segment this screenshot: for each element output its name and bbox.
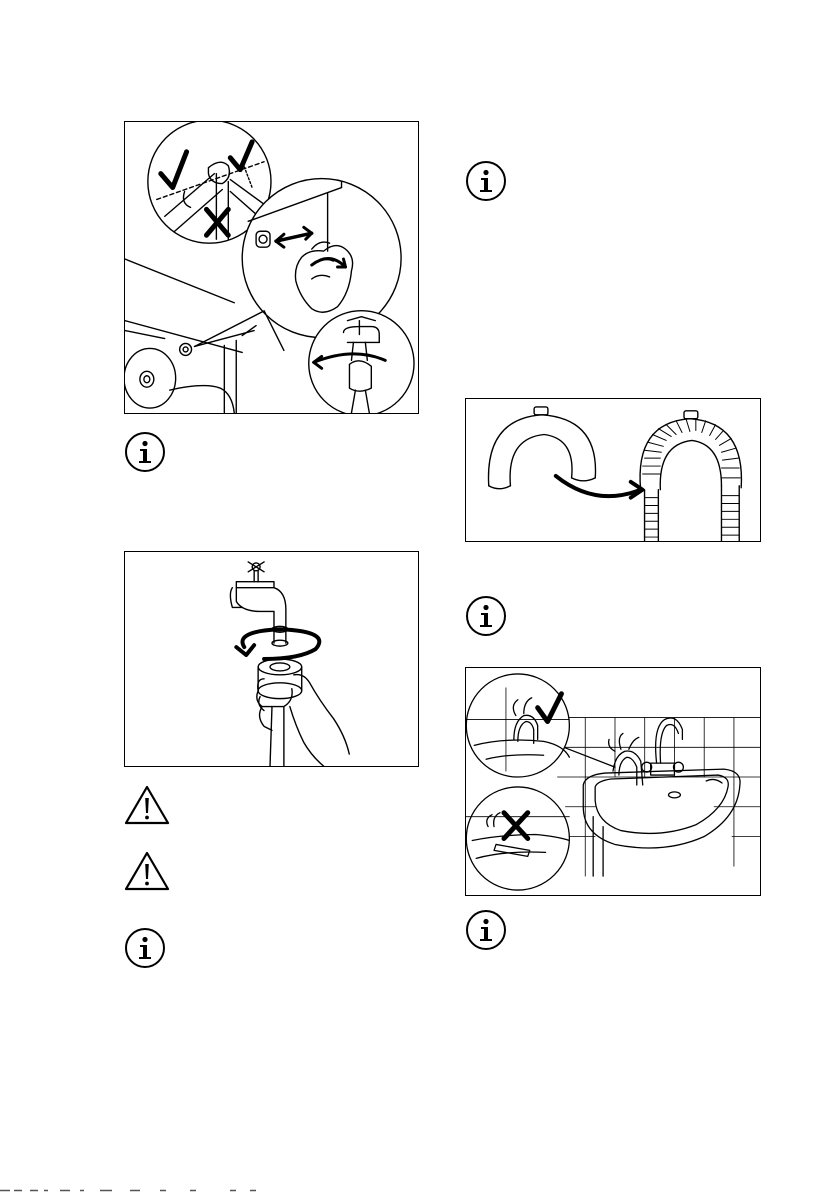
sink-drain-figure bbox=[465, 667, 761, 896]
info-icon bbox=[465, 160, 507, 202]
info-icon bbox=[465, 595, 507, 637]
warning-icon bbox=[124, 850, 170, 892]
info-icon bbox=[124, 927, 166, 969]
tap-nut-tighten-figure bbox=[124, 551, 419, 767]
inlet-hose-connection-figure bbox=[124, 121, 419, 414]
info-icon bbox=[124, 431, 166, 473]
inlet-hose-connection-drawing bbox=[125, 122, 418, 413]
hose-guide-fitting-figure bbox=[465, 398, 761, 542]
info-icon bbox=[465, 909, 507, 951]
hose-guide-fitting-drawing bbox=[466, 399, 760, 541]
warning-icon bbox=[124, 784, 170, 826]
tap-nut-tighten-drawing bbox=[125, 552, 418, 766]
sink-drain-drawing bbox=[466, 668, 760, 895]
